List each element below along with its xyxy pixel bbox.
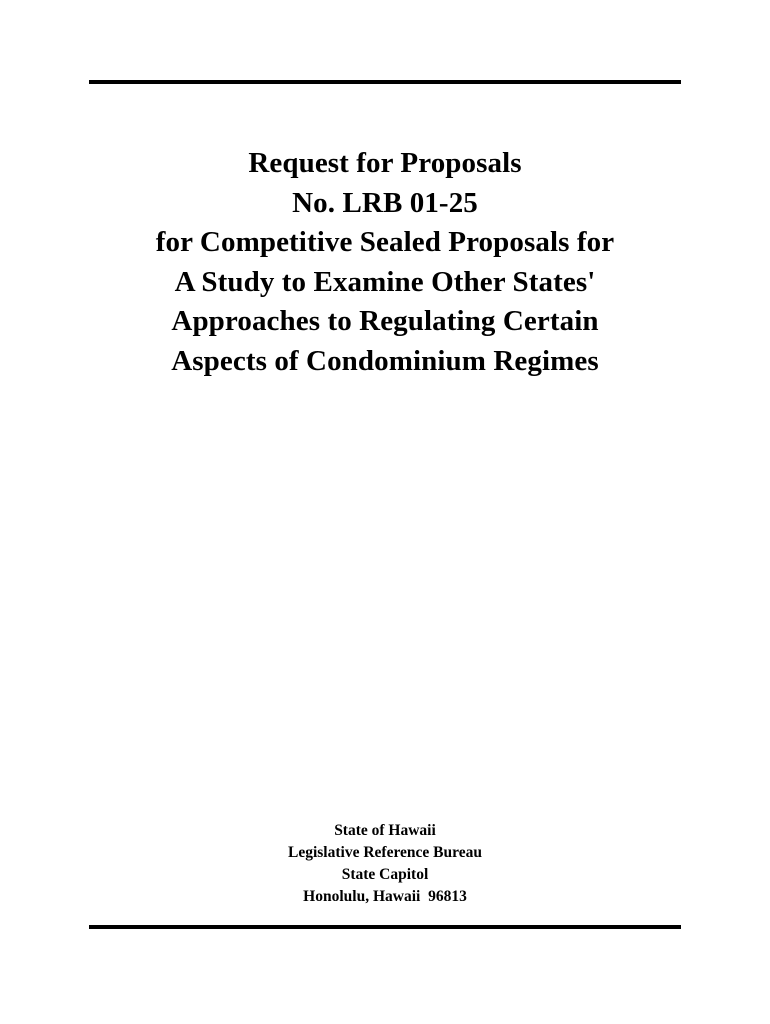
title-line: Request for Proposals: [248, 147, 522, 179]
title-line: Approaches to Regulating Certain: [171, 305, 599, 337]
bottom-rule: [89, 925, 681, 929]
document-title: [60, 144, 710, 381]
top-rule: [89, 80, 681, 84]
address-line: State of Hawaii: [334, 822, 436, 839]
address-line: Honolulu, Hawaii 96813: [303, 888, 467, 905]
title-line: No. LRB 01-25: [292, 186, 478, 219]
address-line: Legislative Reference Bureau: [288, 844, 482, 861]
title-line: for Competitive Sealed Proposals for: [155, 226, 615, 258]
address-line: State Capitol: [341, 866, 429, 883]
title-line: A Study to Examine Other States': [174, 265, 596, 298]
title-line: Aspects of Condominium Regimes: [171, 344, 599, 377]
issuer-address: [185, 820, 585, 908]
